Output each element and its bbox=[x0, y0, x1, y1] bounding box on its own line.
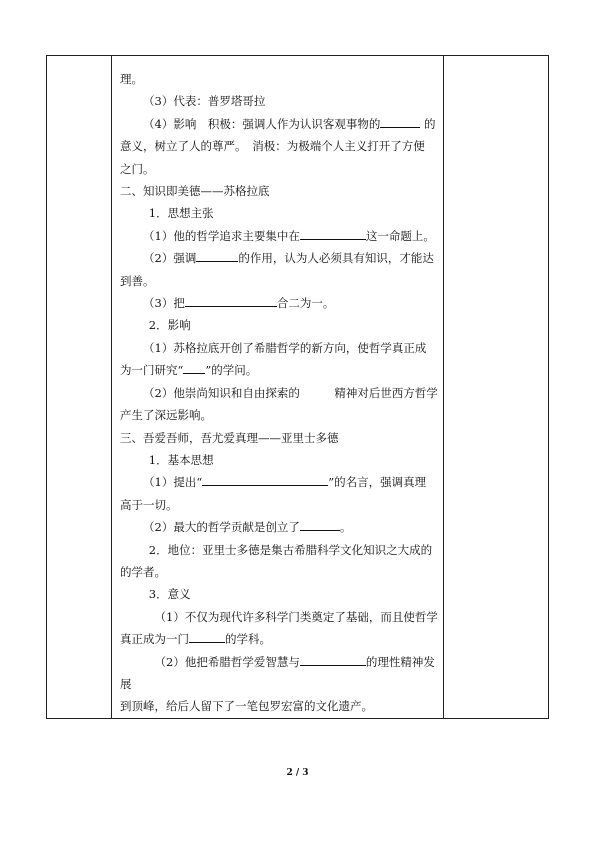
fill-blank[interactable] bbox=[189, 629, 225, 643]
fill-blank[interactable] bbox=[196, 248, 238, 262]
text-line: 到善。 bbox=[120, 273, 155, 288]
lesson-table bbox=[46, 55, 549, 719]
text-line: 意义，树立了人的尊严。 消极：为极端个人主义打开了方便 bbox=[120, 139, 425, 154]
text-line: 2．地位：亚里士多德是集古希腊科学文化知识之大成的 bbox=[148, 542, 433, 557]
text-line: 理。 bbox=[120, 72, 143, 86]
text-line: （1）苏格拉底开创了希腊哲学的新方向，使哲学真正成 bbox=[143, 340, 427, 355]
text-line: （2）他崇尚知识和自由探索的 精神对后世西方哲学 bbox=[143, 385, 438, 400]
subsection-heading: 3．意义 bbox=[148, 587, 191, 602]
table-row bbox=[47, 56, 549, 719]
text-line: （3）把 合二为一。 bbox=[120, 292, 439, 314]
text-line: （3）代表：普罗塔哥拉 bbox=[143, 94, 266, 109]
fill-blank[interactable] bbox=[380, 114, 420, 128]
text-line: 到顶峰，给后人留下了一笔包罗宏富的文化遗产。 bbox=[120, 699, 373, 714]
text-line: （2）强调 的作用，认为人必须具有知识，才能达 bbox=[120, 247, 439, 269]
fill-blank[interactable] bbox=[300, 517, 340, 531]
section-heading: 二、知识即美德——苏格拉底 bbox=[120, 184, 270, 199]
subsection-heading: 2．影响 bbox=[148, 318, 191, 333]
text-line: 的学者。 bbox=[120, 564, 166, 579]
fill-blank[interactable] bbox=[183, 360, 205, 374]
text-line: （1）提出“ ”的名言，强调真理 bbox=[120, 471, 439, 493]
subsection-heading: 1．思想主张 bbox=[148, 206, 214, 221]
page-number: 2 / 3 bbox=[286, 768, 309, 778]
text-line: 产生了深远影响。 bbox=[120, 408, 212, 423]
subsection-heading: 1．基本思想 bbox=[148, 452, 214, 467]
fill-blank[interactable] bbox=[202, 472, 328, 486]
text-line: 真正成为一门 的学科。 bbox=[120, 628, 439, 650]
text-line: （2）最大的哲学贡献是创立了 。 bbox=[120, 516, 439, 538]
text-line: （1）他的哲学追求主要集中在 这一命题上。 bbox=[120, 225, 439, 247]
fill-blank[interactable] bbox=[300, 226, 366, 240]
text-line: 之门。 bbox=[120, 161, 155, 176]
fill-blank[interactable] bbox=[300, 652, 366, 666]
right-column-cell bbox=[444, 56, 549, 719]
content-body bbox=[112, 56, 443, 718]
section-heading: 三、吾爱吾师，吾尤爱真理——亚里士多德 bbox=[120, 430, 339, 445]
text-line: （2）他把希腊哲学爱智慧与 的理性精神发展 bbox=[120, 651, 439, 696]
text-line: 高于一切。 bbox=[120, 497, 178, 512]
text-line: 为一门研究“ ”的学问。 bbox=[120, 359, 439, 381]
fill-blank[interactable] bbox=[185, 293, 277, 307]
text-line: （4）影响 积极：强调人作为认识客观事物的 的 bbox=[120, 113, 439, 135]
content-cell bbox=[112, 56, 444, 719]
left-column-cell bbox=[47, 56, 112, 719]
text-line: （1）不仅为现代许多科学门类奠定了基础，而且使哲学 bbox=[154, 609, 438, 624]
